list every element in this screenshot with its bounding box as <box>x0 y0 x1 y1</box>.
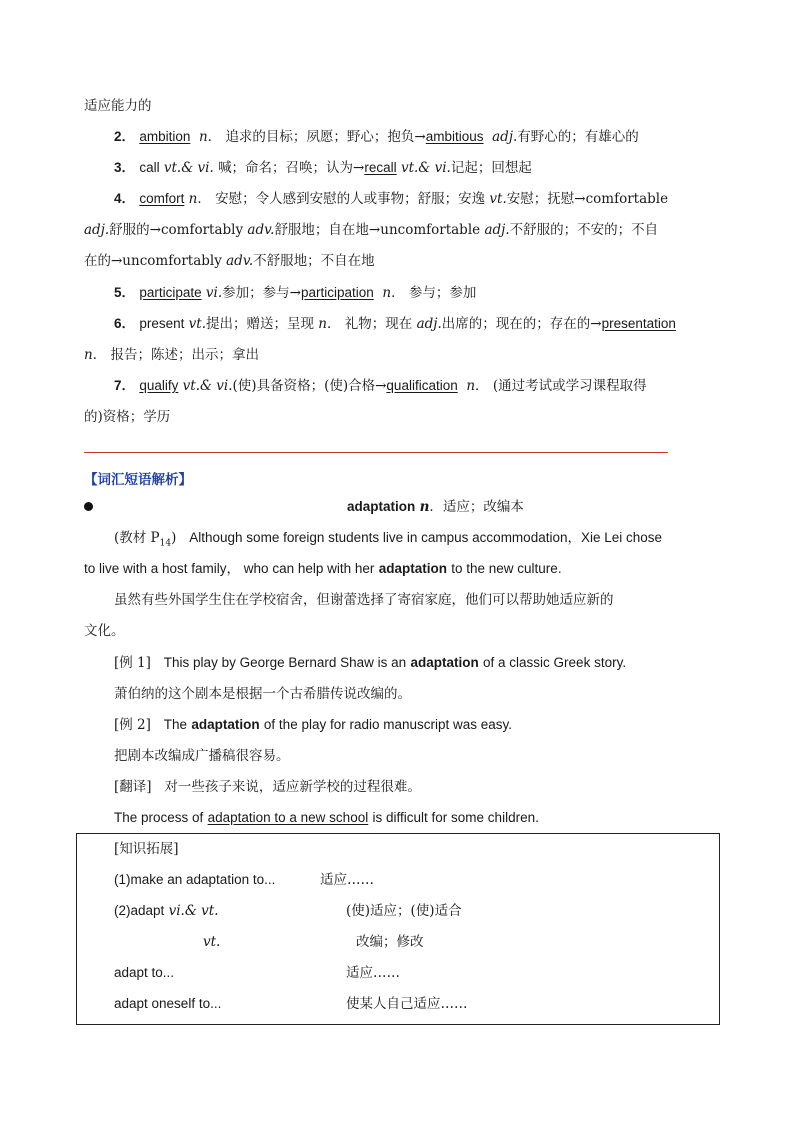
meaning: 不舒服的；不安的；不自 <box>509 222 659 238</box>
knowledge-row-4-meaning: 适应…… <box>346 965 400 981</box>
pos: adj. <box>492 129 518 145</box>
pos: vi. <box>205 285 223 301</box>
entry-pos: n <box>419 499 430 515</box>
vocab-item-6: 6． present vt.提出；赠送；呈现 n． 礼物；现在 adj.出席的；现在的；存在的→presentation <box>114 316 676 332</box>
pos: vt.& vi. <box>182 378 233 394</box>
keyword: adaptation <box>191 717 260 732</box>
vocab-word: participate <box>139 285 202 300</box>
translation-label: [翻译] <box>114 779 152 795</box>
meaning: 追求的目标；夙愿；野心；抱负→ <box>225 129 426 145</box>
knowledge-row-2: (2)adapt vi.& vt. <box>114 903 219 919</box>
pos: n <box>466 378 476 394</box>
knowledge-row-5-meaning: 使某人自己适应…… <box>346 996 468 1012</box>
meaning: 在的→uncomfortably <box>84 253 222 269</box>
pos: vt. <box>489 191 507 207</box>
meaning: 出席的；现在的；存在的→ <box>441 316 602 332</box>
item-number: 5． <box>114 285 136 300</box>
knowledge-row-5: adapt oneself to... <box>114 996 222 1011</box>
item-number: 2． <box>114 129 136 144</box>
item-number: 7． <box>114 378 136 393</box>
meaning: 参与；参加 <box>408 285 477 301</box>
meaning: 安慰；抚慰→comfortable <box>506 191 669 207</box>
intro-tail: 适应能力的 <box>84 98 152 114</box>
entry-word: adaptation <box>347 499 416 514</box>
derived-word: presentation <box>601 316 676 331</box>
meaning: 喊；命名；召唤；认为→ <box>218 160 365 176</box>
knowledge-title: [知识拓展] <box>114 841 179 857</box>
meaning: 报告；陈述；出示；拿出 <box>110 347 259 363</box>
knowledge-row-4: adapt to... <box>114 965 175 980</box>
example-2: [例 2] The adaptation of the play for radio manuscript was easy. <box>114 717 513 733</box>
translation-answer: The process of adaptation to a new school is difficult for some children. <box>114 810 539 825</box>
derived-word: participation <box>300 285 374 300</box>
vocab-word: qualify <box>139 378 179 393</box>
pos: vi.& vt. <box>168 903 219 919</box>
derived-word: ambitious <box>425 129 484 144</box>
pos: vt. <box>188 316 206 332</box>
keyword: adaptation <box>410 655 479 670</box>
item-number: 3． <box>114 160 136 175</box>
vocab-item-7-cont: 的)资格；学历 <box>84 409 171 425</box>
vocab-word: call <box>139 160 160 175</box>
meaning: (通过考试或学习课程取得 <box>492 378 647 394</box>
derived-word: qualification <box>386 378 458 393</box>
pos: adj. <box>484 222 510 238</box>
entry-meaning: 适应；改编本 <box>442 499 524 515</box>
section-heading: 【词汇短语解析】 <box>84 472 192 488</box>
vocab-word: comfort <box>139 191 185 206</box>
vocab-item-4-cont <box>84 220 658 240</box>
knowledge-row-3-meaning: 改编；修改 <box>356 934 424 950</box>
meaning: 不舒服地；不自在地 <box>253 253 375 269</box>
vocab-item-6-cont: n． 报告；陈述；出示；拿出 <box>84 347 259 363</box>
vocab-word: ambition <box>139 129 191 144</box>
example-label: [例 2] <box>114 717 151 733</box>
example-1: [例 1] This play by George Bernard Shaw is an adaptation of a classic Greek story. <box>114 655 627 671</box>
pos: adv. <box>226 253 254 269</box>
textbook-sentence <box>114 528 662 554</box>
knowledge-row-1-meaning: 适应…… <box>320 872 374 888</box>
item-number: 6． <box>114 316 136 331</box>
pos: vt.& vi. <box>163 160 214 176</box>
meaning: 参加；参与→ <box>222 285 301 301</box>
meaning: 礼物；现在 <box>344 316 413 332</box>
textbook-translation: 虽然有些外国学生住在学校宿舍，但谢蕾选择了寄宿家庭，他们可以帮助她适应新的 <box>114 592 614 608</box>
meaning: 记起；回想起 <box>450 160 532 176</box>
meaning: 舒服地；自在地→uncomfortable <box>274 222 481 238</box>
keyword: adaptation <box>378 561 447 576</box>
sentence-part: Although some foreign students live in campus accommodation，Xie Lei chose <box>189 530 663 545</box>
example-2-translation: 把剧本改编成广播稿很容易。 <box>114 748 290 764</box>
vocab-item-2: 2． ambition n． 追求的目标；夙愿；野心；抱负→ambitious adj.有野心的；有雄心的 <box>114 129 639 145</box>
vocab-item-7: 7． qualify vt.& vi.(使)具备资格；(使)合格→qualification n． (通过考试或学习课程取得 <box>114 378 647 394</box>
answer-blank: adaptation to a new school <box>207 810 369 825</box>
translation-task: [翻译] 对一些孩子来说，适应新学校的过程很难。 <box>114 779 421 795</box>
knowledge-row-2-meaning: (使)适应；(使)适合 <box>346 903 462 919</box>
pos: n <box>84 347 93 363</box>
vocab-word: present <box>139 316 185 331</box>
pos: n <box>318 316 327 332</box>
knowledge-row-1: (1)make an adaptation to... <box>114 872 276 887</box>
textbook-sentence-cont: to live with a host family， who can help with her adaptation to the new culture. <box>84 561 562 576</box>
meaning: 舒服的→comfortably <box>109 222 244 238</box>
meaning: (使)具备资格；(使)合格→ <box>232 378 387 394</box>
meaning: 安慰；令人感到安慰的人或事物；舒服；安逸 <box>215 191 486 207</box>
item-number: 4． <box>114 191 136 206</box>
pos: n <box>382 285 392 301</box>
meaning: 提出；赠送；呈现 <box>205 316 314 332</box>
bullet-icon <box>84 502 93 511</box>
pos: adv. <box>247 222 275 238</box>
example-label: [例 1] <box>114 655 151 671</box>
textbook-ref: (教材 $P_{14}$) <box>114 530 177 549</box>
meaning: 有野心的；有雄心的 <box>517 129 639 145</box>
pos: n <box>188 191 198 207</box>
vocab-item-4: 4． comfort n． 安慰；令人感到安慰的人或事物；舒服；安逸 vt.安慰；抚慰→comfortable <box>114 191 669 207</box>
pos: adj. <box>84 222 110 238</box>
pos: n <box>198 129 208 145</box>
textbook-translation-cont: 文化。 <box>84 623 125 639</box>
vocab-item-3 <box>114 158 532 178</box>
derived-word: recall <box>364 160 397 175</box>
vocab-item-4-cont2 <box>84 251 375 271</box>
pos: vt.& vi. <box>400 160 451 176</box>
pos: vt. <box>203 934 221 950</box>
section-divider <box>84 452 668 453</box>
example-1-translation: 萧伯纳的这个剧本是根据一个古希腊传说改编的。 <box>114 686 411 702</box>
entry-headword: adaptation n．适应；改编本 <box>347 499 524 515</box>
knowledge-row-3 <box>203 932 220 952</box>
vocab-item-5: 5． participate vi.参加；参与→participation n． 参与；参加 <box>114 285 477 301</box>
pos: adj. <box>416 316 442 332</box>
